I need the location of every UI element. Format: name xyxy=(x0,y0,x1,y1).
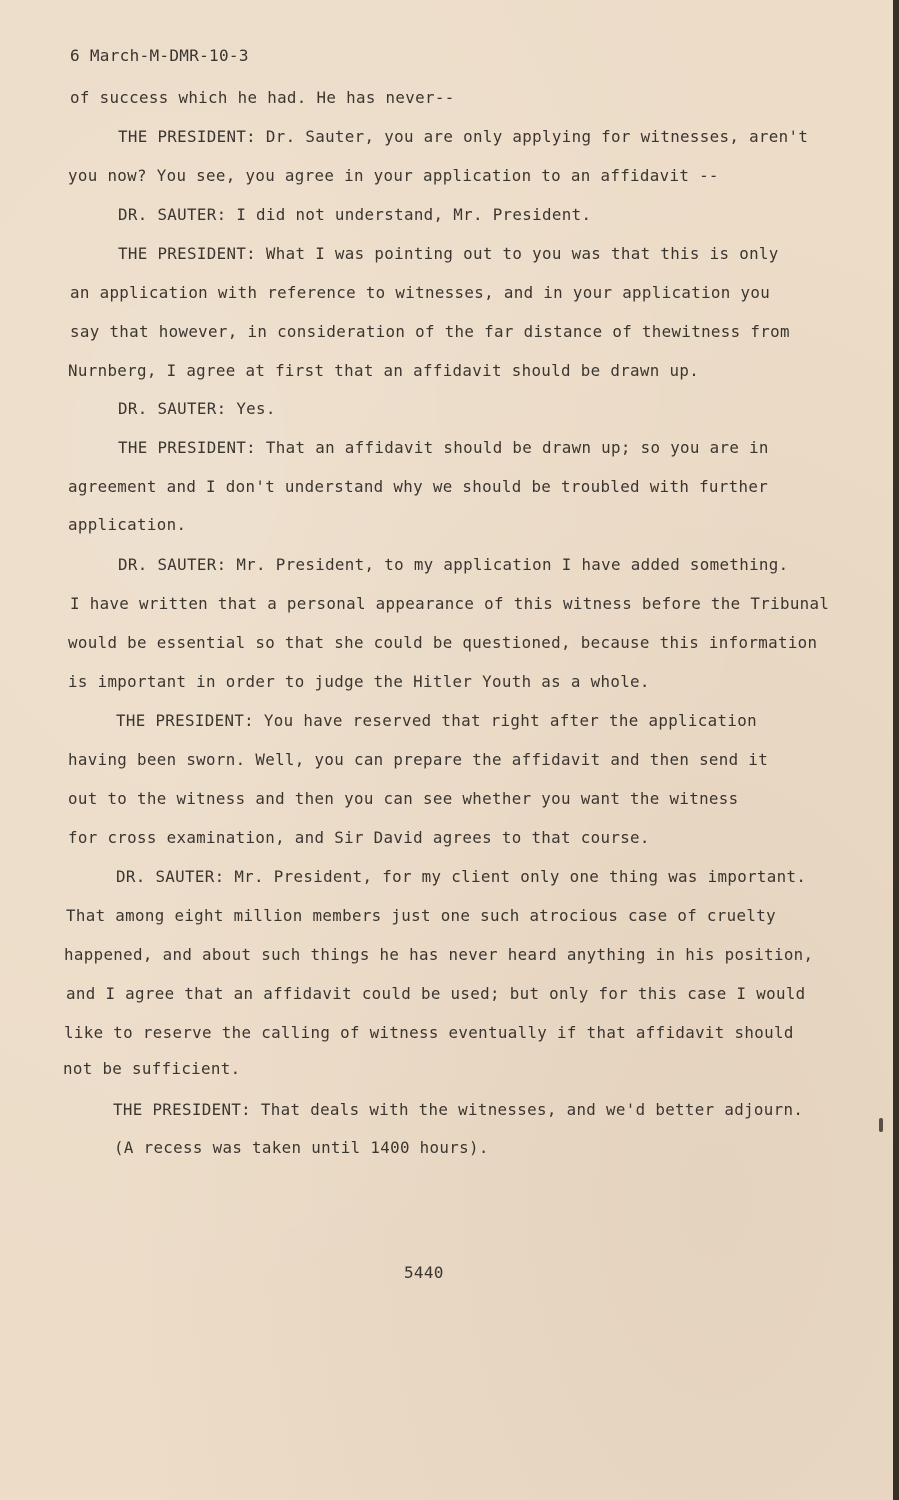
text-line: (A recess was taken until 1400 hours). xyxy=(114,1138,489,1157)
text-line: happened, and about such things he has never heard anything in his position, xyxy=(64,945,814,964)
text-line: DR. SAUTER: Yes. xyxy=(118,399,276,418)
text-line: agreement and I don't understand why we should be troubled with further xyxy=(68,477,769,496)
text-line: like to reserve the calling of witness eventually if that affidavit should xyxy=(64,1023,794,1042)
scan-edge xyxy=(893,0,899,1500)
text-line: out to the witness and then you can see whether you want the witness xyxy=(68,789,739,808)
text-line: not be sufficient. xyxy=(63,1059,241,1078)
text-line: THE PRESIDENT: You have reserved that right after the application xyxy=(116,711,757,730)
text-line: THE PRESIDENT: That an affidavit should be drawn up; so you are in xyxy=(118,438,769,457)
page-number: 5440 xyxy=(404,1263,444,1282)
text-line: is important in order to judge the Hitler Youth as a whole. xyxy=(68,672,650,691)
text-line: DR. SAUTER: Mr. President, for my client only one thing was important. xyxy=(116,867,807,886)
text-line: DR. SAUTER: Mr. President, to my application I have added something. xyxy=(118,555,789,574)
margin-mark xyxy=(879,1118,883,1132)
text-line: application. xyxy=(68,515,187,534)
text-line: having been sworn. Well, you can prepare the affidavit and then send it xyxy=(68,750,769,769)
text-line: an application with reference to witnesses, and in your application you xyxy=(70,283,771,302)
text-line: you now? You see, you agree in your application to an affidavit -- xyxy=(68,166,719,185)
text-line: Nurnberg, I agree at first that an affidavit should be drawn up. xyxy=(68,361,700,380)
text-line: That among eight million members just one such atrocious case of cruelty xyxy=(66,906,776,925)
text-line: and I agree that an affidavit could be used; but only for this case I would xyxy=(66,984,806,1003)
text-line: THE PRESIDENT: Dr. Sauter, you are only applying for witnesses, aren't xyxy=(118,127,809,146)
text-line: for cross examination, and Sir David agrees to that course. xyxy=(68,828,650,847)
text-line: THE PRESIDENT: What I was pointing out to you was that this is only xyxy=(118,244,779,263)
text-line: say that however, in consideration of the far distance of thewitness from xyxy=(70,322,790,341)
text-line: DR. SAUTER: I did not understand, Mr. President. xyxy=(118,205,592,224)
text-line: of success which he had. He has never-- xyxy=(70,88,455,107)
text-line: THE PRESIDENT: That deals with the witnesses, and we'd better adjourn. xyxy=(113,1100,804,1119)
page-header: 6 March-M-DMR-10-3 xyxy=(70,46,249,65)
text-line: would be essential so that she could be questioned, because this information xyxy=(68,633,818,652)
text-line: I have written that a personal appearance of this witness before the Tribunal xyxy=(70,594,830,613)
